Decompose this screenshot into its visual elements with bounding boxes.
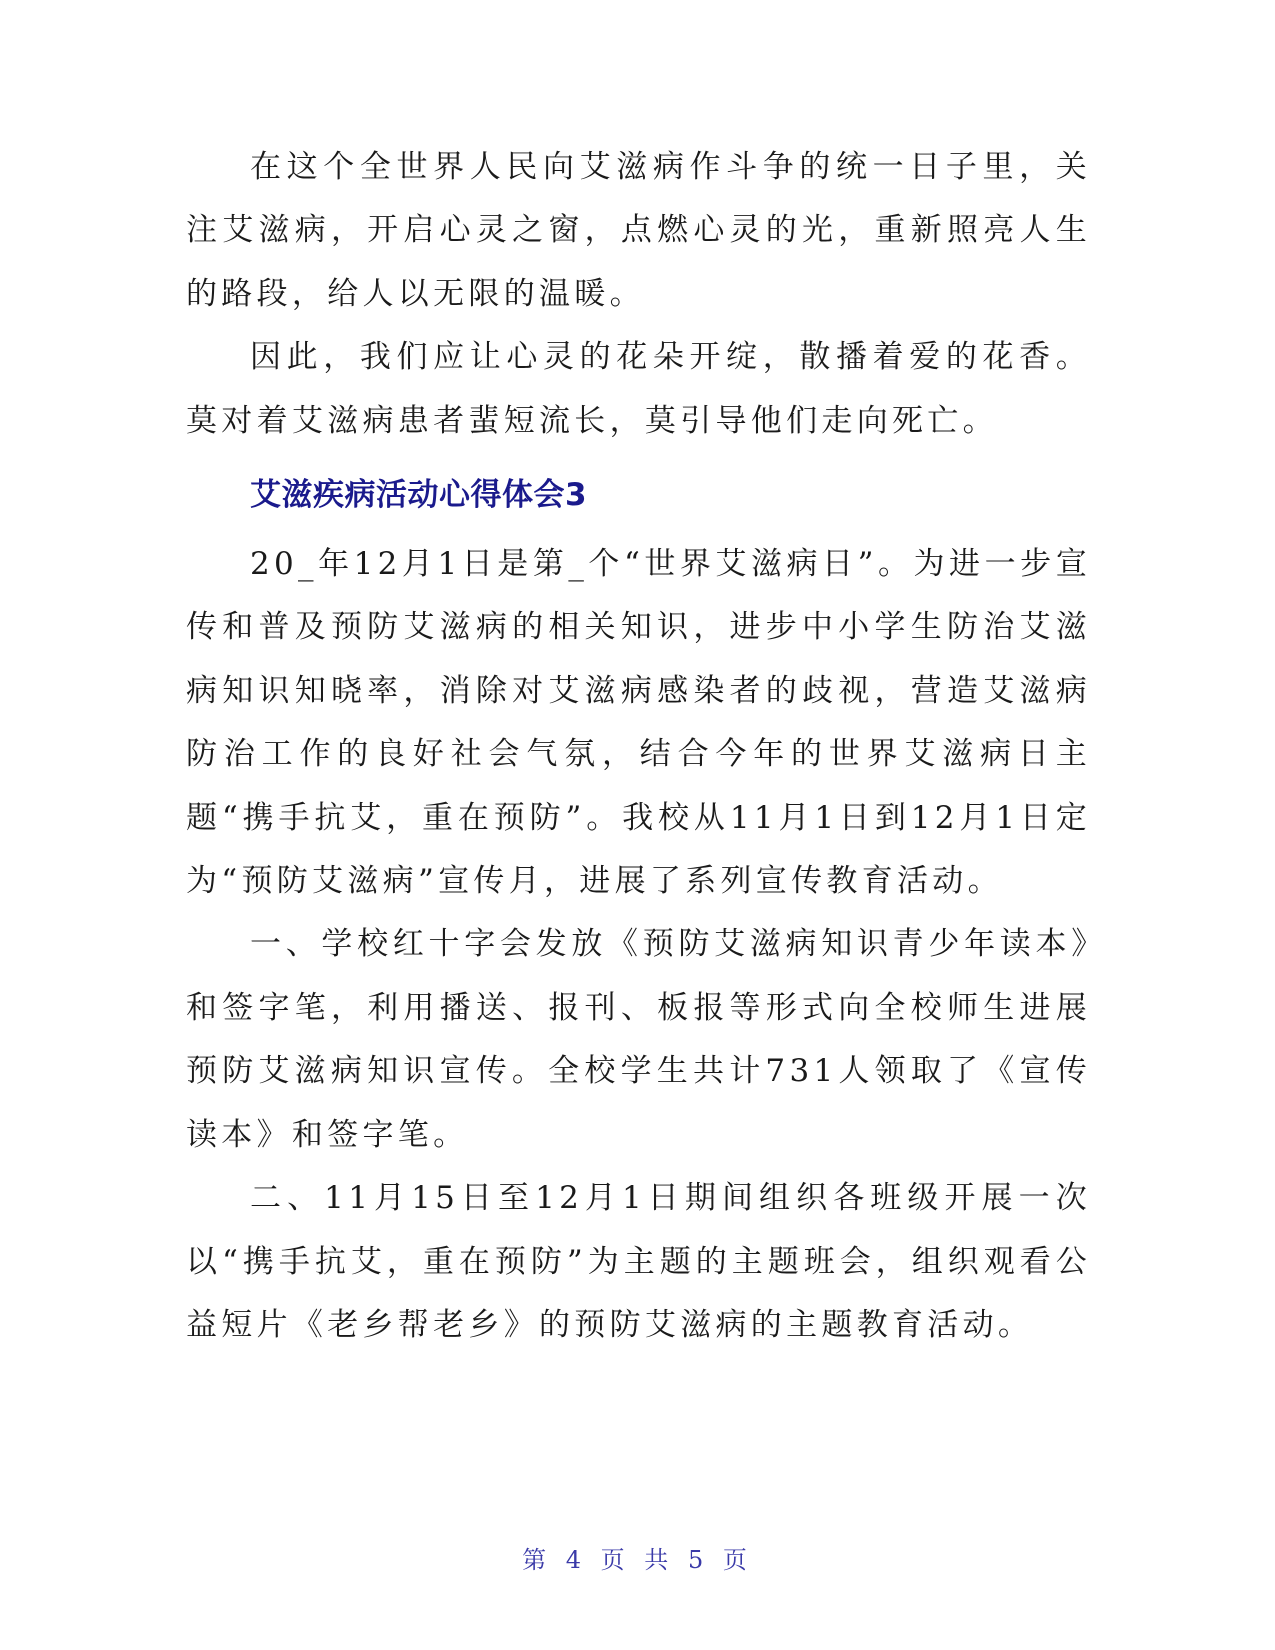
paragraph-1: 在这个全世界人民向艾滋病作斗争的统一日子里，关注艾滋病，开启心灵之窗，点燃心灵的光，重新照亮人生的路段，给人以无限的温暖。 [186, 149, 1091, 312]
page-footer: 第 4 页 共 5 页 [522, 1546, 753, 1574]
paragraph-5: 二、11月15日至12月1日期间组织各班级开展一次以“携手抗艾，重在预防”为主题的主题班会，组织观看公益短片《老乡帮老乡》的预防艾滋病的主题教育活动。 [186, 1180, 1091, 1343]
paragraph-4: 一、学校红十字会发放《预防艾滋病知识青少年读本》和签字笔，利用播送、报刊、板报等形式向全校师生进展预防艾滋病知识宣传。全校学生共计731人领取了《宣传读本》和签字笔。 [186, 926, 1091, 1153]
paragraph-2: 因此，我们应让心灵的花朵开绽，散播着爱的花香。莫对着艾滋病患者蜚短流长，莫引导他们走向死亡。 [186, 339, 1091, 439]
paragraph-3: 20_年12月1日是第_个“世界艾滋病日”。为进一步宣传和普及预防艾滋病的相关知识，进步中小学生防治艾滋病知识知晓率，消除对艾滋病感染者的歧视，营造艾滋病防治工作的良好社会气氛，结合今年的世界艾滋病日主题“携手抗艾，重在预防”。我校从11月1日到12月1日定为“预防艾滋病”宣传月，进展了系列宣传教育活动。 [186, 546, 1091, 900]
document-body [186, 136, 1091, 1357]
section-heading: 艾滋疾病活动心得体会3 [250, 477, 588, 514]
